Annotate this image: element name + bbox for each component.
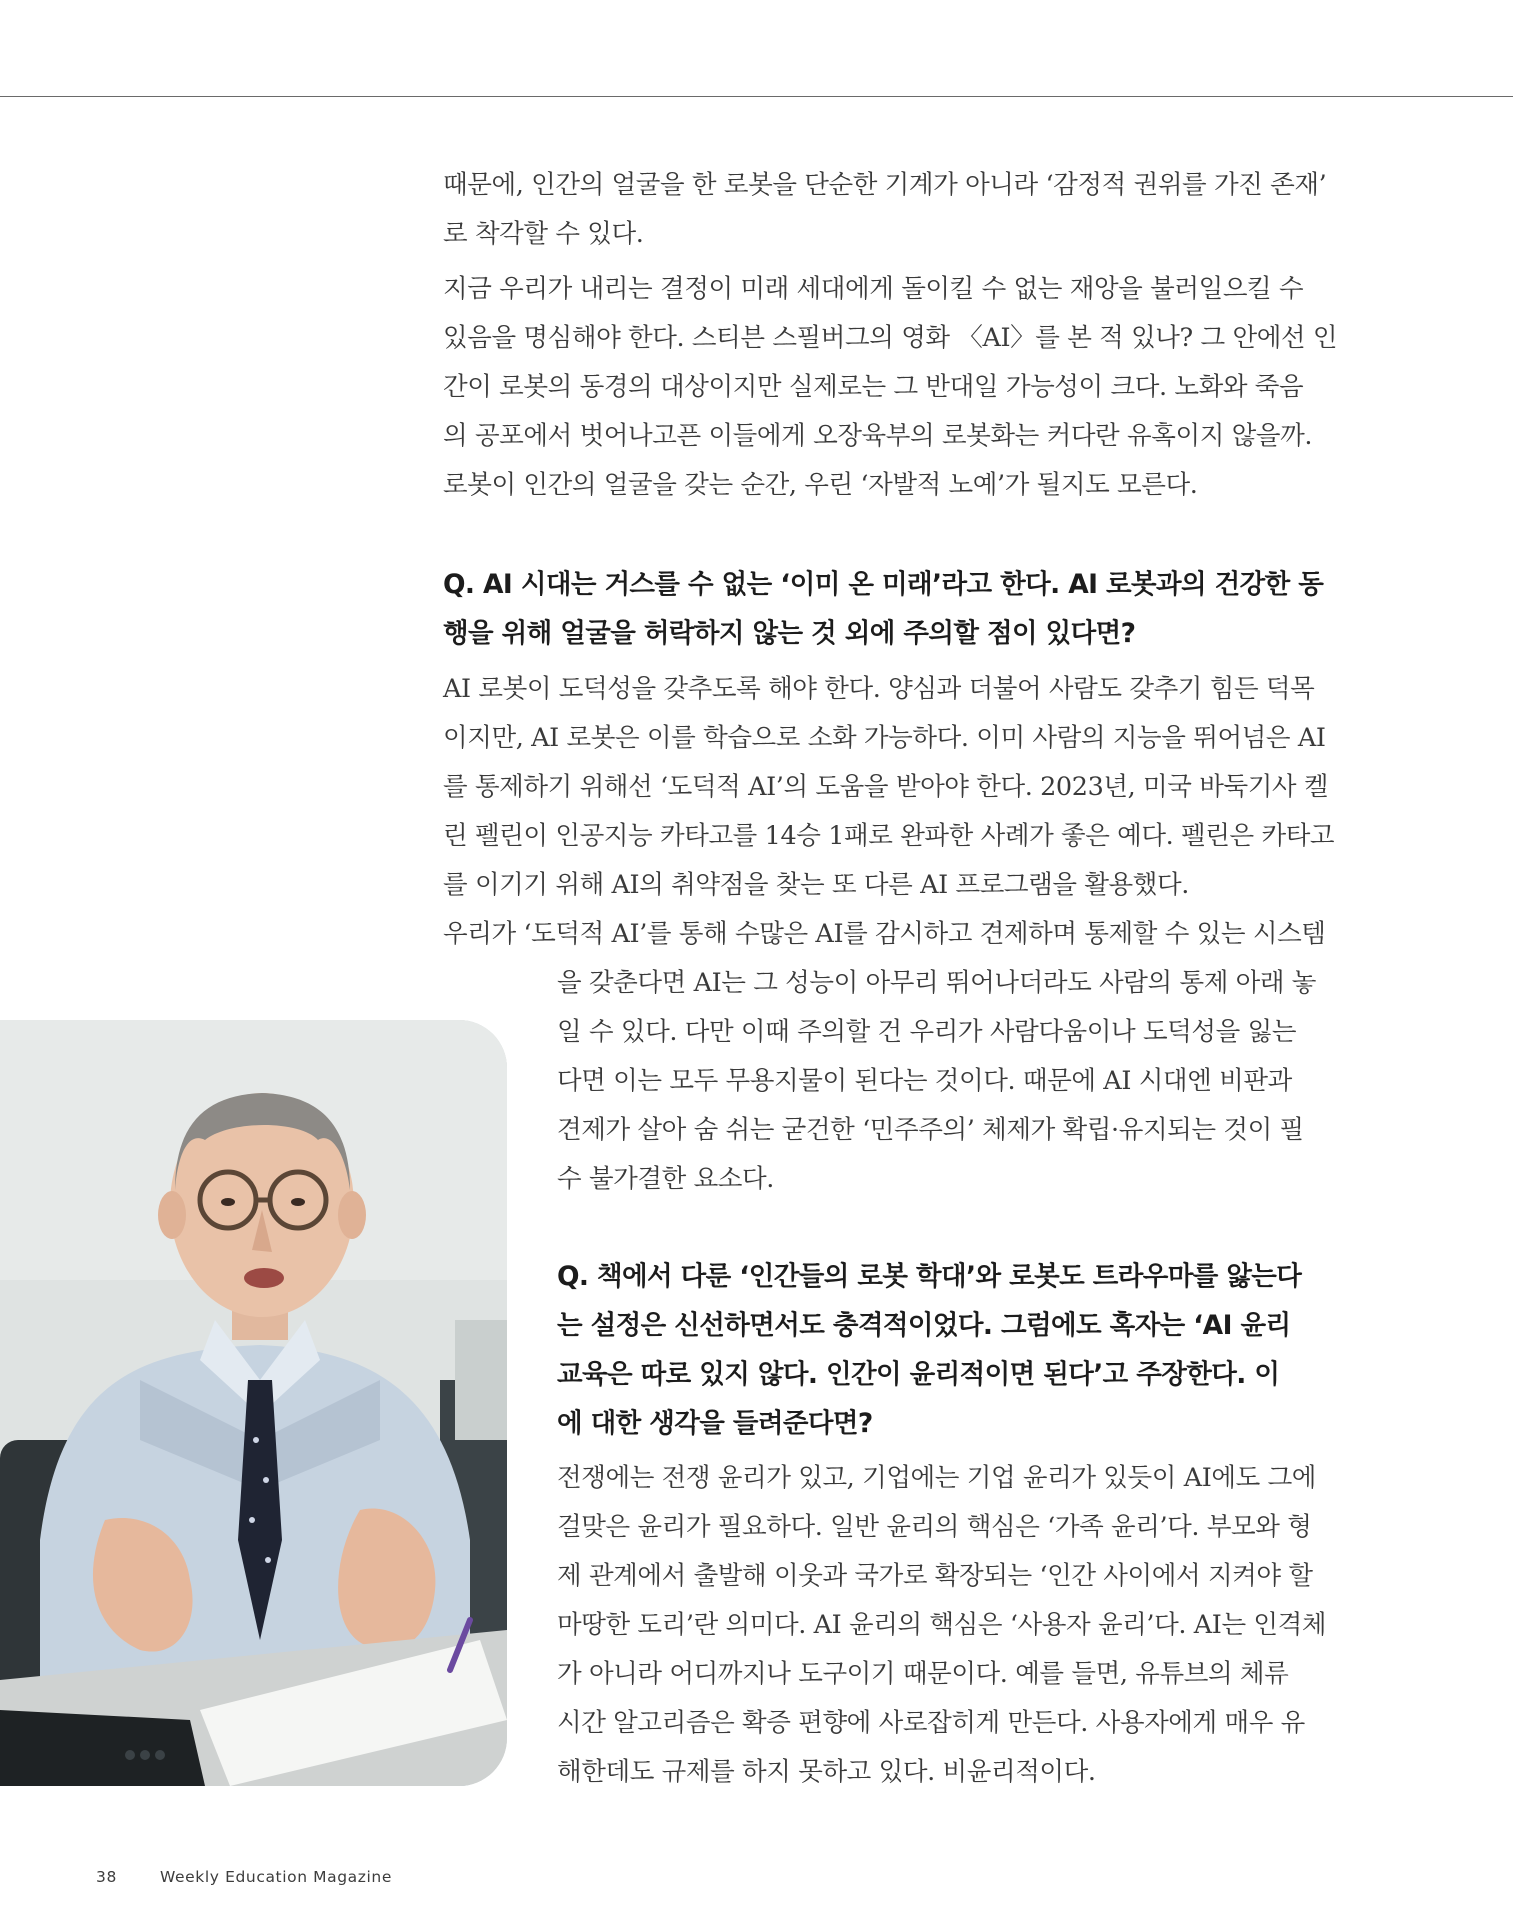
question-1 <box>443 560 1353 658</box>
text-line: 를 이기기 위해 AI의 취약점을 찾는 또 다른 AI 프로그램을 활용했다. <box>443 870 1189 900</box>
text-line: 해한데도 규제를 하지 못하고 있다. 비윤리적이다. <box>557 1757 1096 1787</box>
question-line: 에 대한 생각을 들려준다면? <box>557 1408 873 1439</box>
text-line: 를 통제하기 위해선 ‘도덕적 AI’의 도움을 받아야 한다. 2023년, 미국 바둑기사 켈 <box>443 772 1329 802</box>
text-line: 을 갖춘다면 AI는 그 성능이 아무리 뛰어나더라도 사람의 통제 아래 놓 <box>557 968 1317 998</box>
text-line: 수 불가결한 요소다. <box>557 1164 774 1194</box>
text-line: 이지만, AI 로봇은 이를 학습으로 소화 가능하다. 이미 사람의 지능을 뛰어넘은 AI <box>443 723 1326 753</box>
photo-illustration <box>0 1020 507 1786</box>
answer-1-continued-indented <box>557 959 1353 1204</box>
question-line: 교육은 따로 있지 않다. 인간이 윤리적이면 된다’고 주장한다. 이 <box>557 1359 1280 1390</box>
text-line: 우리가 ‘도덕적 AI’를 통해 수많은 AI를 감시하고 견제하며 통제할 수 있는 시스템 <box>443 919 1326 949</box>
interviewee-photo <box>0 1020 507 1786</box>
question-line: Q. 책에서 다룬 ‘인간들의 로봇 학대’와 로봇도 트라우마를 앓는다 <box>557 1261 1302 1292</box>
text-line: 시간 알고리즘은 확증 편향에 사로잡히게 만든다. 사용자에게 매우 유 <box>557 1708 1305 1738</box>
text-line: 로봇이 인간의 얼굴을 갖는 순간, 우린 ‘자발적 노예’가 될지도 모른다. <box>443 470 1198 500</box>
paragraph-warning <box>443 265 1353 510</box>
magazine-name: Weekly Education Magazine <box>160 1868 392 1886</box>
answer-1 <box>443 665 1353 910</box>
text-line: 로 착각할 수 있다. <box>443 219 644 249</box>
header-rule <box>0 96 1513 97</box>
question-line: 행을 위해 얼굴을 허락하지 않는 것 외에 주의할 점이 있다면? <box>443 618 1136 649</box>
text-line: 전쟁에는 전쟁 윤리가 있고, 기업에는 기업 윤리가 있듯이 AI에도 그에 <box>557 1463 1317 1493</box>
text-line: 간이 로봇의 동경의 대상이지만 실제로는 그 반대일 가능성이 크다. 노화와 죽음 <box>443 372 1304 402</box>
question-2 <box>557 1252 1353 1448</box>
question-line: Q. AI 시대는 거스를 수 없는 ‘이미 온 미래’라고 한다. AI 로봇과의 건강한 동 <box>443 569 1324 600</box>
page-footer <box>96 1868 392 1886</box>
text-line: 다면 이는 모두 무용지물이 된다는 것이다. 때문에 AI 시대엔 비판과 <box>557 1066 1292 1096</box>
question-line: 는 설정은 신선하면서도 충격적이었다. 그럼에도 혹자는 ‘AI 윤리 <box>557 1310 1291 1341</box>
text-line: 있음을 명심해야 한다. 스티븐 스필버그의 영화 〈AI〉를 본 적 있나? 그 안에선 인 <box>443 323 1338 353</box>
text-line: 걸맞은 윤리가 필요하다. 일반 윤리의 핵심은 ‘가족 윤리’다. 부모와 형 <box>557 1512 1312 1542</box>
text-line: 지금 우리가 내리는 결정이 미래 세대에게 돌이킬 수 없는 재앙을 불러일으킬 수 <box>443 274 1304 304</box>
text-line: 마땅한 도리’란 의미다. AI 윤리의 핵심은 ‘사용자 윤리’다. AI는 인격체 <box>557 1610 1327 1640</box>
page-number: 38 <box>96 1868 117 1886</box>
text-line: 견제가 살아 숨 쉬는 굳건한 ‘민주주의’ 체제가 확립·유지되는 것이 필 <box>557 1115 1304 1145</box>
text-line: 제 관계에서 출발해 이웃과 국가로 확장되는 ‘인간 사이에서 지켜야 할 <box>557 1561 1313 1591</box>
text-line: 가 아니라 어디까지나 도구이기 때문이다. 예를 들면, 유튜브의 체류 <box>557 1659 1289 1689</box>
text-line: 때문에, 인간의 얼굴을 한 로봇을 단순한 기계가 아니라 ‘감정적 권위를 가진 존재’ <box>443 170 1327 200</box>
text-line: 린 펠린이 인공지능 카타고를 14승 1패로 완파한 사례가 좋은 예다. 펠린은 카타고 <box>443 821 1335 851</box>
text-line: AI 로봇이 도덕성을 갖추도록 해야 한다. 양심과 더불어 사람도 갖추기 힘든 덕목 <box>443 674 1315 704</box>
paragraph-intro <box>443 161 1353 259</box>
answer-2 <box>557 1454 1353 1797</box>
text-line: 의 공포에서 벗어나고픈 이들에게 오장육부의 로봇화는 커다란 유혹이지 않을까. <box>443 421 1313 451</box>
text-line: 일 수 있다. 다만 이때 주의할 건 우리가 사람다움이나 도덕성을 잃는 <box>557 1017 1297 1047</box>
answer-1-continued <box>443 910 1353 959</box>
